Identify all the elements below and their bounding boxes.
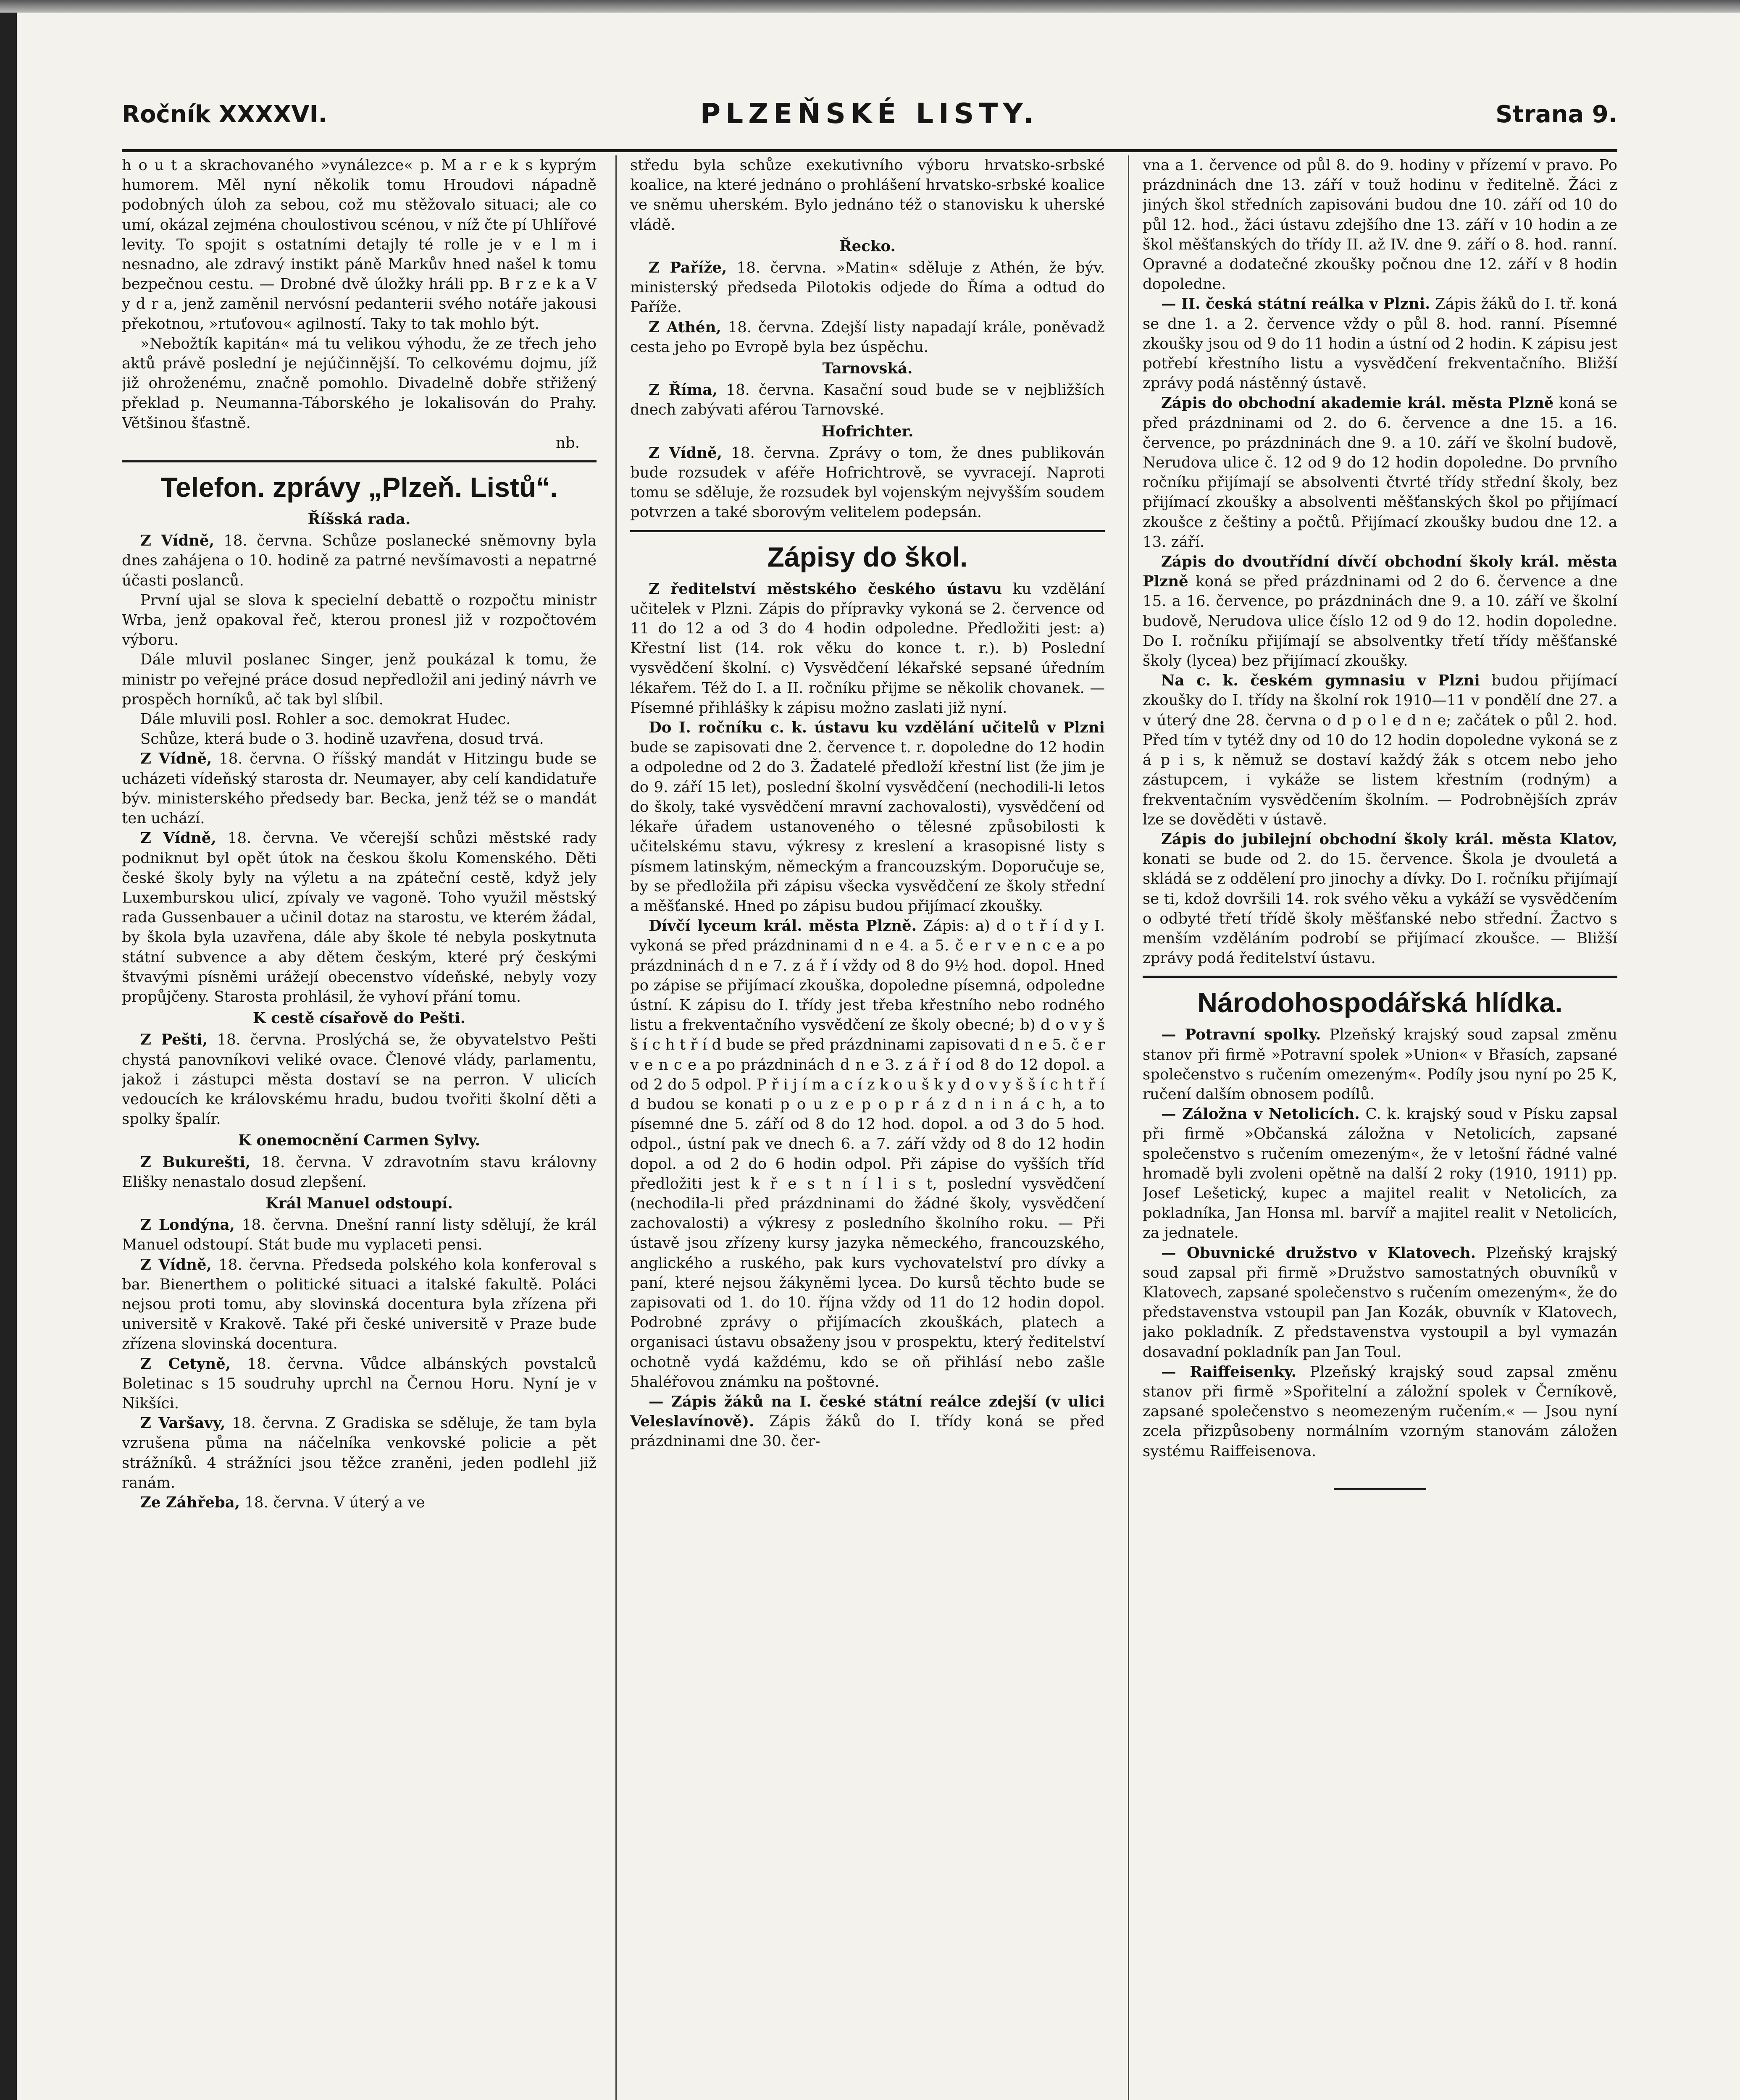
notice-item — [630, 718, 1105, 916]
notice-lead: Z ředitelství městského českého ústavu — [649, 580, 1002, 598]
section-rule — [630, 530, 1105, 538]
notice-text: Zápis: a) d o t ř í d y I. vykoná se před prázdninami d n e 4. a 5. č e r v e n c e a po prázdninách d n e 7. z á ř í vždy od 8 do 9½ hod. dopol. Hned po zápise se přijímací zkouška, dopoledne písemná, odpoledne ústní. K zápisu do I. třídy jest třeba křestního nebo rodného listu a frekventačního vysvědčení ze školy obecné; b) d o v y š š í c h t ř í d bude se před prázdninami zapisovati d n e 5. č e r v e n c e a po prázdninách d n e 3. z á ř í od 8 do 12 dopol. a od 2 do 5 odpol. P ř i j í m a c í z k o u š k y d o v y š š í c h t ř í d budou se konati p o u z e p o p r á z d n i n á c h, a to písemné dne 5. září od 8 do 12 hod. dopol. a od 3 do 5 hod. odpol., ústní pak ve dnech 6. a 7. září vždy od 8 do 12 hodin dopol. a od 2 do 6 hodin odpol. Při zápise do vyšších tříd předložiti jest k ř e s t n í l i s t, poslední vysvědčení (nechodila-li před prázdninami do žádné školy, vysvědčení zachovalosti) a výkresy z posledního školního roku. — Při ústavě jsou zřízeny kursy jazyka německého, francouzského, anglického a ruského, pak kurs vychovatelství pro dívky a paní, které nejsou žákyněmi lycea. Do kursů těchto bude se zapisovati od 1. do 10. října vždy od 11 do 12 hodin dopol. Podrobné zprávy o přijímacích zkouškách, platech a organisaci ústavu obsaženy jsou v prospektu, který ředitelství ochotně vydá každému, kdo se oň přihlásí nebo zašle 5haléřovou známku na poštovné. — [630, 917, 1105, 1391]
dateline: Z Vídně, — [140, 830, 216, 847]
news-text: 18. června. Zdejší listy napadají krále, poněvadž cesta jeho po Evropě byla bez úspěchu. — [630, 318, 1105, 356]
section-title-telefon: Telefon. zprávy „Plzeň. Listů“. — [160, 472, 558, 503]
news-text: 18. června. Kasační soud bude se v nejbližších dnech zabývati aférou Tarnovské. — [630, 381, 1105, 419]
economy-item — [1143, 1243, 1617, 1362]
section-title-zapisy: Zápisy do škol. — [767, 541, 968, 572]
notice-text: koná se před prázdninami od 2 do 6. července a dne 15. a 16. července, po prázdninách dne 9. a 10. září ve školní budově, Nerudova ulice číslo 12 od 9 do 12. hodin dopoledne. Do I. ročníku přijímají se absolventky třetí třídy měšťanské školy (lycea) bez přijímací zkoušky. — [1143, 573, 1617, 670]
news-text: 18. června. V úterý a ve — [240, 1494, 425, 1511]
economy-text: C. k. krajský soud v Písku zapsal při firmě »Občanská záložna v Netolicích, zapsané společenstvo s ručením omezeným«, že v letošní řádné valné hromadě byli zvoleni opětně na další 2 roky (1910, 1911) pp. Josef Lešetický, kupec a majitel realit v Netolicích, za pokladníka, Jan Honsa ml. barvíř a majitel realit v Netolicích, za jednatele. — [1143, 1105, 1617, 1242]
news-item: První ujal se slova k specielní debattě o rozpočtu ministr Wrba, jenž opakoval řeč, kterou pronesl již v rozpočtovém výboru. — [122, 591, 597, 649]
end-ornament — [1143, 1478, 1617, 1498]
column-1 — [122, 155, 597, 2100]
economy-text: Plzeňský krajský soud zapsal při firmě »Družstvo samostatných obuvníků v Klatovech, zapsané společenstvo s ručením omezeným«, že do představenstva vstoupil pan Jan Kozák, obuvník v Klatovech, jako pokladník. Z představenstva vystoupil a byl vymazán dosavadní pokladník pan Jan Toul. — [1143, 1244, 1617, 1361]
economy-item — [1143, 1025, 1617, 1104]
dateline: Z Vídně, — [649, 444, 722, 462]
economy-item — [1143, 1362, 1617, 1461]
dateline: Z Varšavy, — [140, 1415, 226, 1432]
notice-item: vna a 1. července od půl 8. do 9. hodiny v přízemí v pravo. Po prázdninách dne 13. září v touž hodinu v ředitelně. Žáci z jiných škol středních zapisováni budou dne 10. září od 10 do půl 12. hod., žáci ústavu zdejšího dne 13. září v 10 hodin a ze škol měšťanských do třídy II. až IV. dne 9. září o 8. hod. ranní. Opravné a dodatečné zkoušky počnou dne 12. září v 8 hodin dopoledne. — [1143, 157, 1617, 293]
notice-lead: Zápis do jubilejní obchodní školy král. města Klatov, — [1161, 830, 1617, 848]
news-text: 18. června. Dnešní ranní listy sdělují, že král Manuel odstoupí. Stát bude mu vyplaceti pensi. — [122, 1216, 597, 1254]
notice-text: Zápis žáků do I. tř. koná se dne 1. a 2. července vždy o půl 8. hod. ranní. Písemné zkoušky jsou od 9 do 11 hodin a ústní od 2 hodin. K zápisu jest potřebí křestního listu a vysvědčení frekventačního. Bližší zprávy podá nástěnný ústavě. — [1143, 295, 1617, 392]
review-paragraph: h o u t a skrachovaného »vynálezce« p. M a r e k s kyprým humorem. Měl nyní několik tomu Hroudovi nápadně podobných úloh za sebou, což mu stěžovalo situaci; ale co umí, okázal zejména choulostivou scénou, v níž čte pí Uhlířové levity. To spojit s ostatními detajly té rolle je v e l m i nesnadno, ale zdravý instikt páně Markův hned našel k tomu bezpečnou cestu. — Drobné dvě úložky hráli pp. B r z e k a V y d r a, jenž zaměnil nervósní pedanterii svého notáře jakousi překotnou, »rtuťovou« agilností. Taky to tak mohlo být. — [122, 157, 597, 333]
news-item: Dále mluvili posl. Rohler a soc. demokrat Hudec. — [140, 711, 511, 728]
notice-item — [630, 916, 1105, 1392]
subheading: Král Manuel odstoupí. — [265, 1194, 453, 1212]
newspaper-page — [122, 84, 1617, 2100]
news-item — [122, 1152, 597, 1192]
subheading: Tarnovská. — [822, 360, 913, 378]
page-header — [122, 92, 1617, 139]
news-item — [122, 1030, 597, 1129]
economy-item — [1143, 1104, 1617, 1243]
news-item — [122, 828, 597, 1007]
notice-lead: Zápis do obchodní akademie král. města Plzně — [1161, 394, 1554, 412]
dateline: Z Londýna, — [140, 1216, 235, 1234]
news-item — [630, 318, 1105, 357]
news-text: 18. června. »Matin« sděluje z Athén, že býv. ministerský předseda Pilotokis odjede do Říma a odtud do Paříže. — [630, 259, 1105, 316]
subheading: Hofrichter. — [821, 423, 914, 440]
subheading: Říšská rada. — [308, 511, 411, 528]
scan-top-edge — [0, 0, 1740, 13]
masthead-title: PLZEŇSKÉ LISTY. — [700, 97, 1039, 130]
notice-lead: Zápis do dvoutřídní dívčí obchodní školy král. města Plzně — [1143, 553, 1617, 591]
column-3 — [1143, 155, 1617, 2100]
news-item: Dále mluvil poslanec Singer, jenž poukázal k tomu, že ministr po veřejné práce dosud nepředložil ani jediný návrh ve prospěch horníků, ač tak byl slíbil. — [122, 651, 597, 708]
section-rule — [122, 460, 597, 468]
notice-item — [630, 579, 1105, 718]
news-item — [122, 1215, 597, 1255]
news-item — [630, 380, 1105, 420]
news-item — [122, 1413, 597, 1493]
subheading: K onemocnění Carmen Sylvy. — [238, 1132, 480, 1150]
dateline: Z Říma, — [649, 381, 718, 399]
news-item — [122, 749, 597, 828]
column-2 — [630, 155, 1105, 2100]
notice-item — [1143, 552, 1617, 671]
news-item: Schůze, která bude o 3. hodině uzavřena, dosud trvá. — [140, 730, 544, 748]
notice-lead: Dívčí lyceum král. města Plzně. — [649, 917, 917, 935]
news-text: 18. června. V zdravotním stavu královny Elišky nenastalo dosud zlepšení. — [122, 1153, 597, 1191]
notice-item — [1143, 671, 1617, 830]
news-item: středu byla schůze exekutivního výboru hrvatsko-srbské koalice, na které jednáno o prohlášení hrvatsko-srbské koalice ve sněmu uherském. Bylo jednáno též o stanovisku k uherské vládě. — [630, 157, 1105, 234]
news-text: 18. června. Zprávy o tom, že dnes publikován bude rozsudek v aféře Hofrichtrově, se vyvracejí. Naproti tomu se sděluje, že rozsudek byl vojenským nejvyšším soudem potvrzen a také sborovým velitelem podepsán. — [630, 444, 1105, 521]
dateline: Ze Záhřeba, — [140, 1494, 240, 1511]
dateline: Z Vídně, — [140, 750, 212, 768]
notice-text: konati se bude od 2. do 15. července. Škola je dvouletá a skládá se z oddělení pro jinochy a dívky. Do I. ročníku přijímají se ti, kdož dovršili 14. rok svého věku a vykáží se vysvědčením o odbyté třetí třídě školy měšťanské nebo střední. Žactvo s menším vzděláním podrobí se přijímací zkoušce. — Bližší zprávy podá ředitelství ústavu. — [1143, 850, 1617, 967]
news-text: 18. června. Z Gradiska se sděluje, že tam byla vzrušena půma na náčelníka venkovské policie a pět strážníků. 4 strážníci jsou těžce zraněni, jeden podlehl již ranám. — [122, 1415, 597, 1491]
column-divider — [615, 155, 617, 2100]
economy-text: Plzeňský krajský soud zapsal změnu stanov při firmě »Spořitelní a záložní spolek v Černíkově, zapsané společenstvo s neomezeným ručením.« — Jsou nyní zcela přizpůsobeny normálním vzorným stanovám záložen systému Raiffeisenova. — [1143, 1363, 1617, 1460]
dateline: Z Athén, — [649, 318, 721, 336]
news-text: 18. června. Ve včerejší schůzi městské rady podniknut byl opět útok na českou školu Komenského. Děti české školy byly na výletu a na zpáteční cestě, když jely Luxemburskou ulicí, zpívaly ve vagoně. Toho využil městský rada Gussenbauer a učinil dotaz na starostu, ve kterém žádal, by škola byla uzavřena, dále aby škole té nebyla poskytnuta státní subvence a aby dětem českým, které prý českými štvavými písněmi urážejí obecenstvo vídeňské, nebyly vozy propůjčeny. Starosta prohlásil, že vyhoví přání tomu. — [122, 830, 597, 1005]
dateline: Z Bukurešti, — [140, 1153, 251, 1171]
news-item — [122, 531, 597, 591]
notice-text: Zápis žáků do I. třídy koná se před prázdninami dne 30. čer- — [630, 1413, 1105, 1450]
notice-item — [1143, 393, 1617, 552]
end-rule-icon — [1334, 1485, 1426, 1493]
review-paragraph: »Nebožtík kapitán« má tu velikou výhodu, že ze třech jeho aktů právě poslední je nejúčinnější. To celkovému dojmu, jíž již ohroženému, značně pomohlo. Divadelně dobře střižený překlad p. Neumanna-Táborského je lokalisován do Prahy. Většinou šťastně. — [122, 335, 597, 432]
column-divider — [1128, 155, 1129, 2100]
dateline: Z Pešti, — [140, 1031, 208, 1049]
subheading: K cestě císařově do Pešti. — [252, 1010, 466, 1027]
news-text: 18. června. Předseda polského kola konferoval s bar. Bienerthem o politické situaci a italské fakultě. Poláci nejsou proti tomu, aby slovinská docentura byla zřízena při universitě v Krakově. Také při české universitě v Praze bude zřízena slovinská docentura. — [122, 1256, 597, 1353]
news-item — [630, 258, 1105, 318]
notice-lead: Na c. k. českém gymnasiu v Plzni — [1161, 672, 1480, 690]
news-item — [122, 1493, 597, 1512]
news-text: 18. června. Vůdce albánských povstalců Boletinac s 15 soudruhy uprchl na Černou Horu. Nyní je v Nikšíci. — [122, 1355, 597, 1412]
notice-text: bude se zapisovati dne 2. července t. r. dopoledne do 12 hodin a odpoledne od 2 do 3. Žadatelé předloží křestní list (že jim je do 9. září 15 let), poslední školní vysvědčení (nechodili-li letos do školy, také vysvědčení mravní zachovalosti), vysvědčení od lékaře úřadem ustanoveného o tělesné způsobilosti k učitelskému stavu, výkresy z kreslení a krasopisné listy s písmem latinským, německým a francouzským. Doporučuje se, by se předložila při zápisu všecka vysvědčení ze školy střední a měšťanské. Hned po zápisu budou přijímací zkoušky. — [630, 739, 1105, 915]
notice-item — [1143, 830, 1617, 968]
page-number: Strana 9. — [1496, 101, 1617, 128]
review-signature: nb. — [556, 434, 580, 452]
dateline: Z Paříže, — [649, 259, 727, 277]
scan-edge — [0, 0, 17, 2100]
economy-text: Plzeňský krajský soud zapsal změnu stanov při firmě »Potravní spolek »Union« v Břasích, zapsané společenstvo s ručením omezeným«. Podíly jsou nyní po 25 K, ručení dalším obnosem podílů. — [1143, 1026, 1617, 1103]
notice-item — [1143, 294, 1617, 393]
notice-text: koná se před prázdninami od 2. do 6. července a dne 15. a 16. července, po prázdninách dne 9. a 10. září ve školní budově, Nerudova ulice č. 12 od 9 do 12 hodin dopoledne. Do prvního ročníku přijímají se absolventi čtvrté třídy střední školy, bez přijímací zkoušky a absolventi měšťanských škol po přijímací zkoušce z češtiny a počtů. Přijímací zkoušky budou dne 12. a 13. září. — [1143, 394, 1617, 551]
news-item — [122, 1255, 597, 1354]
economy-lead: — Obuvnické družstvo v Klatovech. — [1161, 1244, 1476, 1262]
news-item — [122, 1354, 597, 1414]
notice-text: budou přijímací zkoušky do I. třídy na školní rok 1910—11 v pondělí dne 27. a v úterý dne 28. června o d p o l e d n e; začátek o půl 2. hod. Před tím v tytéž dny od 10 do 12 hodin dopoledne vykoná se z á p i s, k němuž se dostaví každý žák s otcem nebo jeho zástupcem, i vykáže se listem křestním (rodným) a frekventačním vysvědčením školním. — Podrobnějších zpráv lze se dověděti v ústavě. — [1143, 672, 1617, 828]
section-rule — [1143, 976, 1617, 984]
notice-item — [630, 1392, 1105, 1452]
dateline: Z Cetyně, — [140, 1355, 231, 1373]
news-item — [630, 443, 1105, 522]
notice-lead: Do I. ročníku c. k. ústavu ku vzdělání učitelů v Plzni — [649, 719, 1105, 737]
news-text: 18. června. Schůze poslanecké sněmovny byla dnes zahájena o 10. hodině za patrné nevšímavosti a nepatrné účasti poslanců. — [122, 532, 597, 589]
notice-lead: — II. česká státní reálka v Plzni. — [1161, 295, 1430, 313]
header-rule — [122, 149, 1617, 152]
notice-lead: — Zápis žáků na I. české státní reálce zdejší (v ulici Veleslavínově). — [630, 1393, 1105, 1431]
dateline: Z Vídně, — [140, 532, 214, 550]
news-text: 18. června. O říšský mandát v Hitzingu bude se ucházeti vídeňský starosta dr. Neumayer, aby celí kandidatuře býv. ministerského předsedy bar. Becka, jenž též se o mandát ten uchází. — [122, 750, 597, 827]
economy-lead: — Raiffeisenky. — [1161, 1363, 1297, 1381]
economy-lead: — Záložna v Netolicích. — [1161, 1105, 1360, 1123]
dateline: Z Vídně, — [140, 1256, 212, 1273]
economy-lead: — Potravní spolky. — [1161, 1026, 1321, 1044]
news-text: 18. června. Proslýchá se, že obyvatelstvo Pešti chystá panovníkovi veliké ovace. Členové vlády, parlamentu, jakož i zástupci města dostaví se na perron. V ulicích vedoucích ke královskému hradu, budou tvořiti školní děti a spolky špalír. — [122, 1031, 597, 1128]
volume-label: Ročník XXXXVI. — [122, 101, 327, 128]
subheading: Řecko. — [839, 237, 896, 255]
section-title-narodohospodarska: Národohospodářská hlídka. — [1197, 987, 1563, 1018]
notice-text: ku vzdělání učitelek v Plzni. Zápis do přípravky vykoná se 2. července od 11 do 12 a od 3 do 4 hodin odpoledne. Předložiti jest: a) Křestní list (14. rok věku do konce t. r.). b) Poslední vysvědčení školní. c) Vysvědčení lékařské sepsané úředním lékařem. Též do I. a II. ročníku přijme se několik chovanek. — Písemné přihlášky k zápisu možno zaslati již nyní. — [630, 580, 1105, 717]
